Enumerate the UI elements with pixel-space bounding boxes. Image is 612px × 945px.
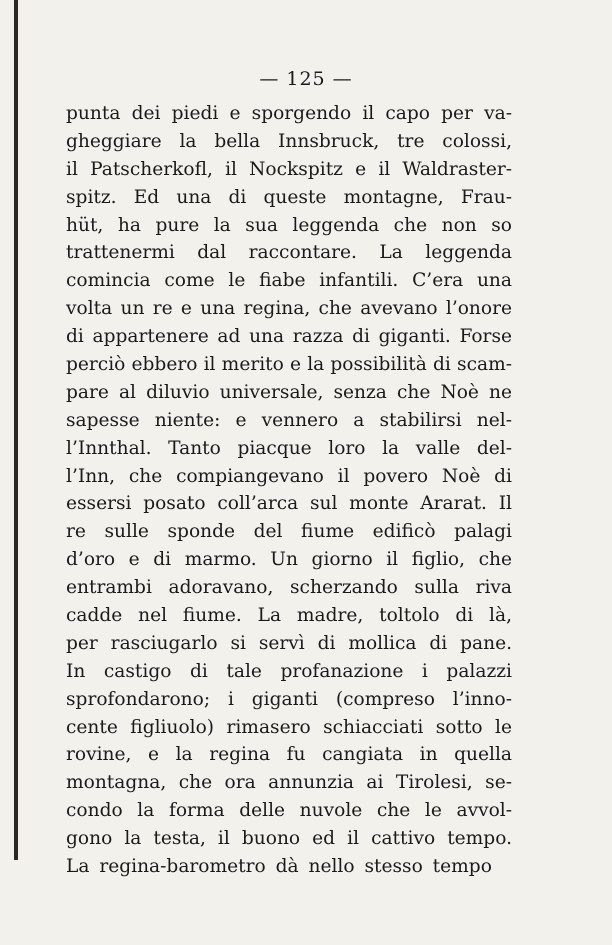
text-line: l’Innthal. Tanto piacque loro la valle del- xyxy=(66,437,512,459)
binding-edge-line xyxy=(14,0,18,860)
text-line: l’Inn, che compiangevano il povero Noè di xyxy=(66,465,512,487)
text-line: entrambi adoravano, scherzando sulla riva xyxy=(66,577,512,599)
text-line: per rasciugarlo si servì di mollica di pane. xyxy=(66,632,512,654)
text-line: perciò ebbero il merito e la possibilità di scam- xyxy=(66,354,512,376)
text-line: rovine, e la regina fu cangiata in quella xyxy=(66,744,512,766)
text-line: spitz. Ed una di queste montagne, Frau- xyxy=(66,186,512,208)
text-line: pare al diluvio universale, senza che Noè ne xyxy=(66,381,512,403)
body-text xyxy=(66,100,512,881)
text-line: gono la testa, il buono ed il cattivo tempo. xyxy=(66,828,512,850)
text-line: di appartenere ad una razza di giganti. Forse xyxy=(66,326,512,348)
text-line: comincia come le fiabe infantili. C’era una xyxy=(66,270,512,292)
text-line: cente figliuolo) rimasero schiacciati sotto le xyxy=(66,716,512,738)
text-line: re sulle sponde del fiume edificò palagi xyxy=(66,521,512,543)
text-line: il Patscherkofl, il Nockspitz e il Waldraster- xyxy=(66,158,512,180)
text-line: volta un re e una regina, che avevano l’onore xyxy=(66,298,512,320)
text-line: d’oro e di marmo. Un giorno il figlio, che xyxy=(66,549,512,571)
text-line: gheggiare la bella Innsbruck, tre colossi, xyxy=(66,130,512,152)
text-line: sapesse niente: e vennero a stabilirsi nel- xyxy=(66,409,512,431)
text-line: montagna, che ora annunzia ai Tirolesi, se- xyxy=(66,772,512,794)
text-line: sprofondarono; i giganti (compreso l’inno- xyxy=(66,688,512,710)
text-line: cadde nel fiume. La madre, toltolo di là, xyxy=(66,605,512,627)
text-line: La regina-barometro dà nello stesso tempo xyxy=(66,856,492,878)
text-line: trattenermi dal raccontare. La leggenda xyxy=(66,242,512,264)
text-line: In castigo di tale profanazione i palazzi xyxy=(66,660,512,682)
page-number: — 125 — xyxy=(259,68,353,90)
text-line: punta dei piedi e sporgendo il capo per va- xyxy=(66,103,512,124)
text-line: condo la forma delle nuvole che le avvol- xyxy=(66,800,512,822)
text-line: hüt, ha pure la sua leggenda che non so xyxy=(66,214,512,236)
text-line: essersi posato coll’arca sul monte Ararat. Il xyxy=(66,493,512,515)
